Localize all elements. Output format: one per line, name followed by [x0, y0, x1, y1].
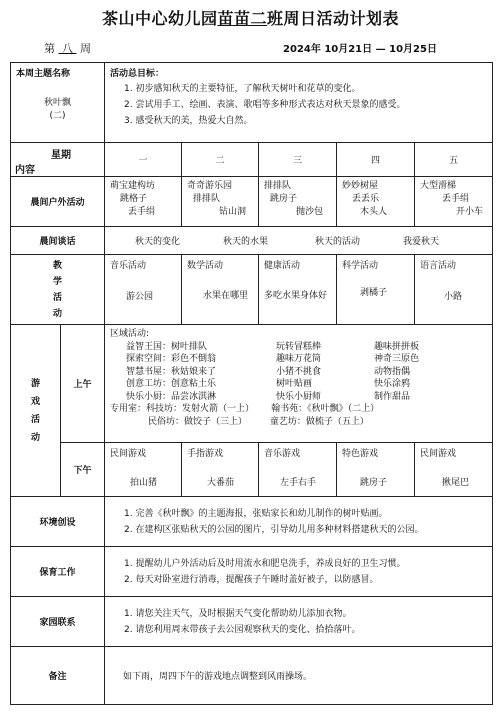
content-label: 内容: [15, 165, 35, 176]
pm-game-cell: [415, 443, 493, 497]
area-item: 创意工坊：创意粘土乐: [126, 379, 217, 389]
special-room-line: 民俗坊：做饺子（三上） 童艺坊：做梳子（五上）: [148, 416, 369, 427]
goal-item: 2. 尝试用手工、绘画、表演、歌唱等多种形式表达对秋天景象的感受。: [124, 100, 406, 110]
weekday-header-row: [11, 143, 493, 177]
outdoor-area: 妙妙树屋: [342, 181, 379, 191]
environment-item: 2. 在建构区张贴秋天的公园的图片，引导幼儿用多种材料搭建秋天的公园。: [124, 524, 424, 535]
teaching-cell: [415, 255, 493, 325]
class-name: 苗苗二: [217, 9, 267, 28]
games-pm-row: [11, 443, 493, 497]
teaching-subject: 健康活动: [264, 261, 301, 271]
outdoor-area: 排排队: [264, 181, 292, 191]
page-title: [0, 6, 501, 29]
week-prefix: 第: [44, 42, 55, 55]
environment-cell: [105, 497, 493, 547]
goal-item: 1. 初步感知秋天的主要特征，了解秋天树叶和花草的变化。: [124, 84, 361, 94]
pm-game-type: 音乐游戏: [264, 449, 301, 459]
environment-item: 1. 完善《秋叶飘》的主题海报，张贴家长和幼儿制作的树叶贴画。: [124, 508, 388, 519]
pm-game-name: 大番茄: [207, 478, 235, 488]
pm-game-name: 跳房子: [360, 478, 388, 488]
date-range: 2024年 10月21日 — 10月25日: [283, 44, 437, 55]
week-number: [44, 40, 91, 56]
talk-topic: 秋天的水果: [223, 237, 269, 247]
environment-label: 环境创设: [11, 497, 105, 547]
morning-talk-cell: [105, 227, 493, 255]
weekday-corner: [11, 143, 105, 177]
pm-game-cell: [105, 443, 182, 497]
theme-name: 秋叶飘: [44, 98, 72, 108]
games-label-char: 活: [30, 414, 40, 425]
day-thu: 四: [337, 143, 415, 177]
area-item: 快乐小厨：品尝冰淇淋: [126, 391, 217, 402]
day-mon: 一: [105, 143, 182, 177]
week-suffix: 周: [80, 42, 91, 55]
area-title: 区域活动:: [110, 329, 150, 339]
outdoor-cell: [182, 177, 259, 227]
family-label: 家园联系: [11, 597, 105, 647]
pm-game-name: 揪尾巴: [442, 478, 470, 488]
teaching-subject: 音乐活动: [110, 261, 147, 271]
outdoor-game: 丢手绢: [128, 207, 156, 217]
goals-cell: [105, 63, 493, 143]
theme-part: (二): [49, 111, 66, 121]
outdoor-game: 排排队: [193, 194, 221, 204]
special-room-line: 专用室：科技坊：发射火箭（一上） 翰书苑：《秋叶飘》（二上）: [110, 404, 380, 414]
pm-game-type: 手指游戏: [187, 449, 224, 459]
teaching-label-char: 学: [53, 276, 63, 287]
area-item: 神奇三原色: [374, 354, 420, 364]
am-label: 上午: [61, 325, 105, 443]
family-row: [11, 597, 493, 647]
area-item: 小猪不挑食: [276, 366, 322, 377]
teaching-content: 多吃水果身体好: [264, 291, 328, 301]
weekday-label: 星期: [51, 150, 71, 161]
area-item: 玩转冒糕棒: [276, 341, 322, 352]
teaching-content: 小路: [444, 292, 463, 302]
pm-label: 下午: [61, 443, 105, 497]
teaching-label-char: 活: [53, 292, 63, 303]
teaching-cell: [105, 255, 182, 325]
talk-topic: 秋天的活动: [315, 237, 361, 247]
morning-outdoor-label: 晨间户外活动: [11, 177, 105, 227]
area-item: 智慧书屋：秋姑娘来了: [126, 366, 217, 377]
family-item: 2. 请您利用周末带孩子去公园观察秋天的变化、拾拾落叶。: [124, 624, 361, 635]
care-label: 保育工作: [11, 547, 105, 597]
environment-row: [11, 497, 493, 547]
games-label-char: 动: [30, 432, 40, 443]
area-item: 探索空间：彩色不倒翁: [126, 354, 217, 364]
teaching-label-char: 动: [53, 308, 63, 319]
teaching-subject: 语言活动: [420, 261, 457, 271]
day-tue: 二: [182, 143, 259, 177]
teaching-cell: [259, 255, 337, 325]
outdoor-area: 萌宝建构坊: [110, 181, 156, 191]
area-item: 快乐小厨师: [276, 391, 322, 402]
teaching-subject: 科学活动: [342, 261, 379, 271]
area-item: 树叶贴画: [276, 379, 313, 389]
title-suffix: 班周日活动计划表: [267, 9, 400, 28]
morning-talk-row: [11, 227, 493, 255]
pm-game-cell: [259, 443, 337, 497]
outdoor-cell: [105, 177, 182, 227]
outdoor-game: 抛沙包: [296, 207, 324, 217]
pm-game-type: 民间游戏: [110, 449, 147, 459]
notes-text: 如下雨，周四下午的游戏地点调整到风雨操场。: [105, 647, 493, 705]
pm-game-type: 民间游戏: [420, 449, 457, 459]
care-cell: [105, 547, 493, 597]
theme-row: [11, 63, 493, 143]
school-name: 茶山中心幼儿园: [101, 9, 218, 28]
outdoor-cell: [259, 177, 337, 227]
teaching-label-char: 教: [53, 260, 63, 271]
teaching-row: [11, 255, 493, 325]
area-item: 益智王国：树叶排队: [126, 341, 208, 352]
pm-game-name: 左手右手: [280, 478, 317, 488]
theme-cell: [11, 63, 105, 143]
family-cell: [105, 597, 493, 647]
outdoor-cell: [415, 177, 493, 227]
area-item: 趣味拼拼板: [374, 341, 420, 352]
teaching-label: [11, 255, 105, 325]
pm-game-cell: [337, 443, 415, 497]
goals-label: 活动总目标：: [110, 69, 165, 79]
theme-label: 本周主题名称: [16, 69, 71, 79]
outdoor-area: 奇奇游乐园: [187, 181, 233, 191]
pm-game-name: 拍山猪: [130, 478, 158, 488]
area-item: 制作甜品: [374, 391, 411, 402]
care-item: 1. 提醒幼儿户外活动后及时用流水和肥皂洗手，养成良好的卫生习惯。: [124, 558, 406, 569]
area-item: 趣味万花筒: [276, 354, 322, 364]
area-item: 快乐涂鸦: [374, 379, 411, 389]
teaching-content: 游公园: [126, 292, 154, 302]
teaching-content: 水果在哪里: [203, 291, 249, 301]
care-item: 2. 每天对卧室进行消毒，提醒孩子午睡时盖好被子，以防感冒。: [124, 574, 379, 585]
outdoor-cell: [337, 177, 415, 227]
games-label: [11, 325, 61, 497]
games-label-char: 戏: [30, 396, 40, 407]
notes-row: [11, 647, 493, 705]
goal-item: 3. 感受秋天的美，热爱大自然。: [124, 116, 253, 126]
outdoor-game: 开小车: [456, 207, 484, 217]
morning-talk-label: 晨间谈话: [11, 227, 105, 255]
area-activities-cell: [105, 325, 493, 443]
teaching-subject: 数学活动: [187, 261, 224, 271]
outdoor-game: 丢手绢: [442, 194, 470, 204]
pm-game-type: 特色游戏: [342, 449, 379, 459]
notes-label: 备注: [11, 647, 105, 705]
outdoor-area: 大型滑梯: [420, 181, 457, 191]
area-item: 动物指偶: [374, 366, 411, 377]
teaching-content: 剥橘子: [360, 288, 388, 298]
outdoor-game: 钻山洞: [219, 207, 247, 217]
teaching-cell: [337, 255, 415, 325]
games-am-row: [11, 325, 493, 443]
outdoor-game: 丢丢乐: [352, 194, 380, 204]
day-wed: 三: [259, 143, 337, 177]
talk-topic: 我爱秋天: [403, 237, 440, 247]
plan-table: [10, 62, 493, 705]
care-row: [11, 547, 493, 597]
week-num: 八: [62, 42, 73, 55]
teaching-cell: [182, 255, 259, 325]
outdoor-game: 木头人: [360, 207, 388, 217]
pm-game-cell: [182, 443, 259, 497]
games-label-char: 游: [30, 378, 40, 389]
outdoor-game: 跳格子: [120, 194, 148, 204]
talk-topic: 秋天的变化: [135, 237, 181, 247]
morning-outdoor-row: [11, 177, 493, 227]
day-fri: 五: [415, 143, 493, 177]
family-item: 1. 请您关注天气，及时根据天气变化帮助幼儿添加衣物。: [124, 608, 352, 619]
outdoor-game: 跳房子: [270, 194, 298, 204]
